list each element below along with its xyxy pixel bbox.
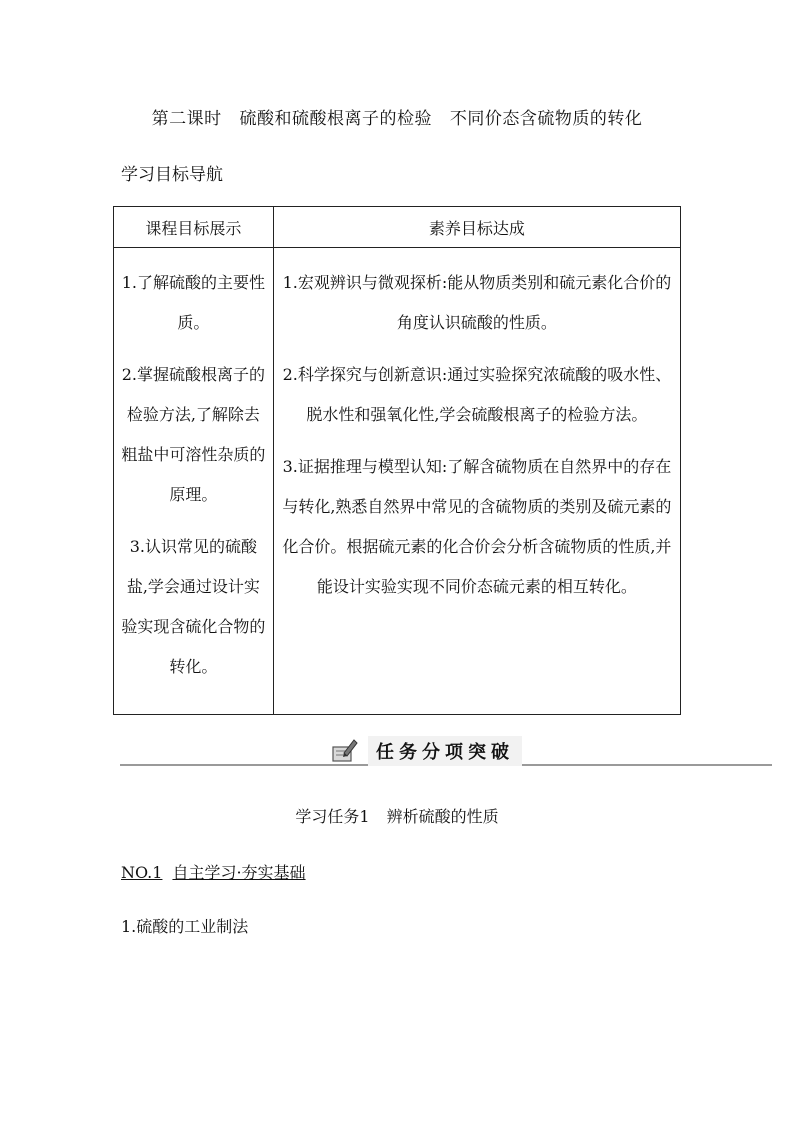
section-banner [120,736,772,770]
item-heading: 1.硫酸的工业制法 [121,917,249,936]
lesson-topic-2: 不同价态含硫物质的转化 [449,109,643,129]
lesson-number: 第二课时 [151,109,222,129]
sub-heading-name: 自主学习·夯实基础 [172,863,306,882]
literacy-goal-2: 2.科学探究与创新意识:通过实验探究浓硫酸的吸水性、脱水性和强氧化性,学会硫酸根离子的检验方法。 [282,365,672,424]
section-label: 学习目标导航 [121,165,223,185]
banner-text: 任务分项突破 [368,736,522,766]
course-goal-2: 2.掌握硫酸根离子的检验方法,了解除去粗盐中可溶性杂质的原理。 [121,365,266,504]
header-literacy-goals: 素养目标达成 [273,207,680,248]
lesson-title [0,104,794,129]
course-goal-1: 1.了解硫酸的主要性质。 [121,273,266,332]
pen-book-icon [330,737,358,765]
literacy-goal-1: 1.宏观辨识与微观探析:能从物质类别和硫元素化合价的角度认识硫酸的性质。 [282,273,672,332]
goals-table [113,206,681,715]
course-goal-3: 3.认识常见的硫酸盐,学会通过设计实验实现含硫化合物的转化。 [121,537,266,676]
course-goals-cell [114,248,274,715]
literacy-goal-3: 3.证据推理与模型认知:了解含硫物质在自然界中的存在与转化,熟悉自然界中常见的含硫物质的类别及硫元素的化合价。根据硫元素的化合价会分析含硫物质的性质,并能设计实验实现不同价态硫元素的相互转化。 [282,457,672,596]
sub-heading-number: NO.1 [121,863,163,882]
literacy-goals-cell [273,248,680,715]
task-title [0,804,794,827]
sub-heading [121,860,316,883]
task-number: 学习任务1 [295,807,370,826]
header-course-goals: 课程目标展示 [114,207,274,248]
task-name: 辨析硫酸的性质 [386,807,499,826]
lesson-topic-1: 硫酸和硫酸根离子的检验 [239,109,432,129]
